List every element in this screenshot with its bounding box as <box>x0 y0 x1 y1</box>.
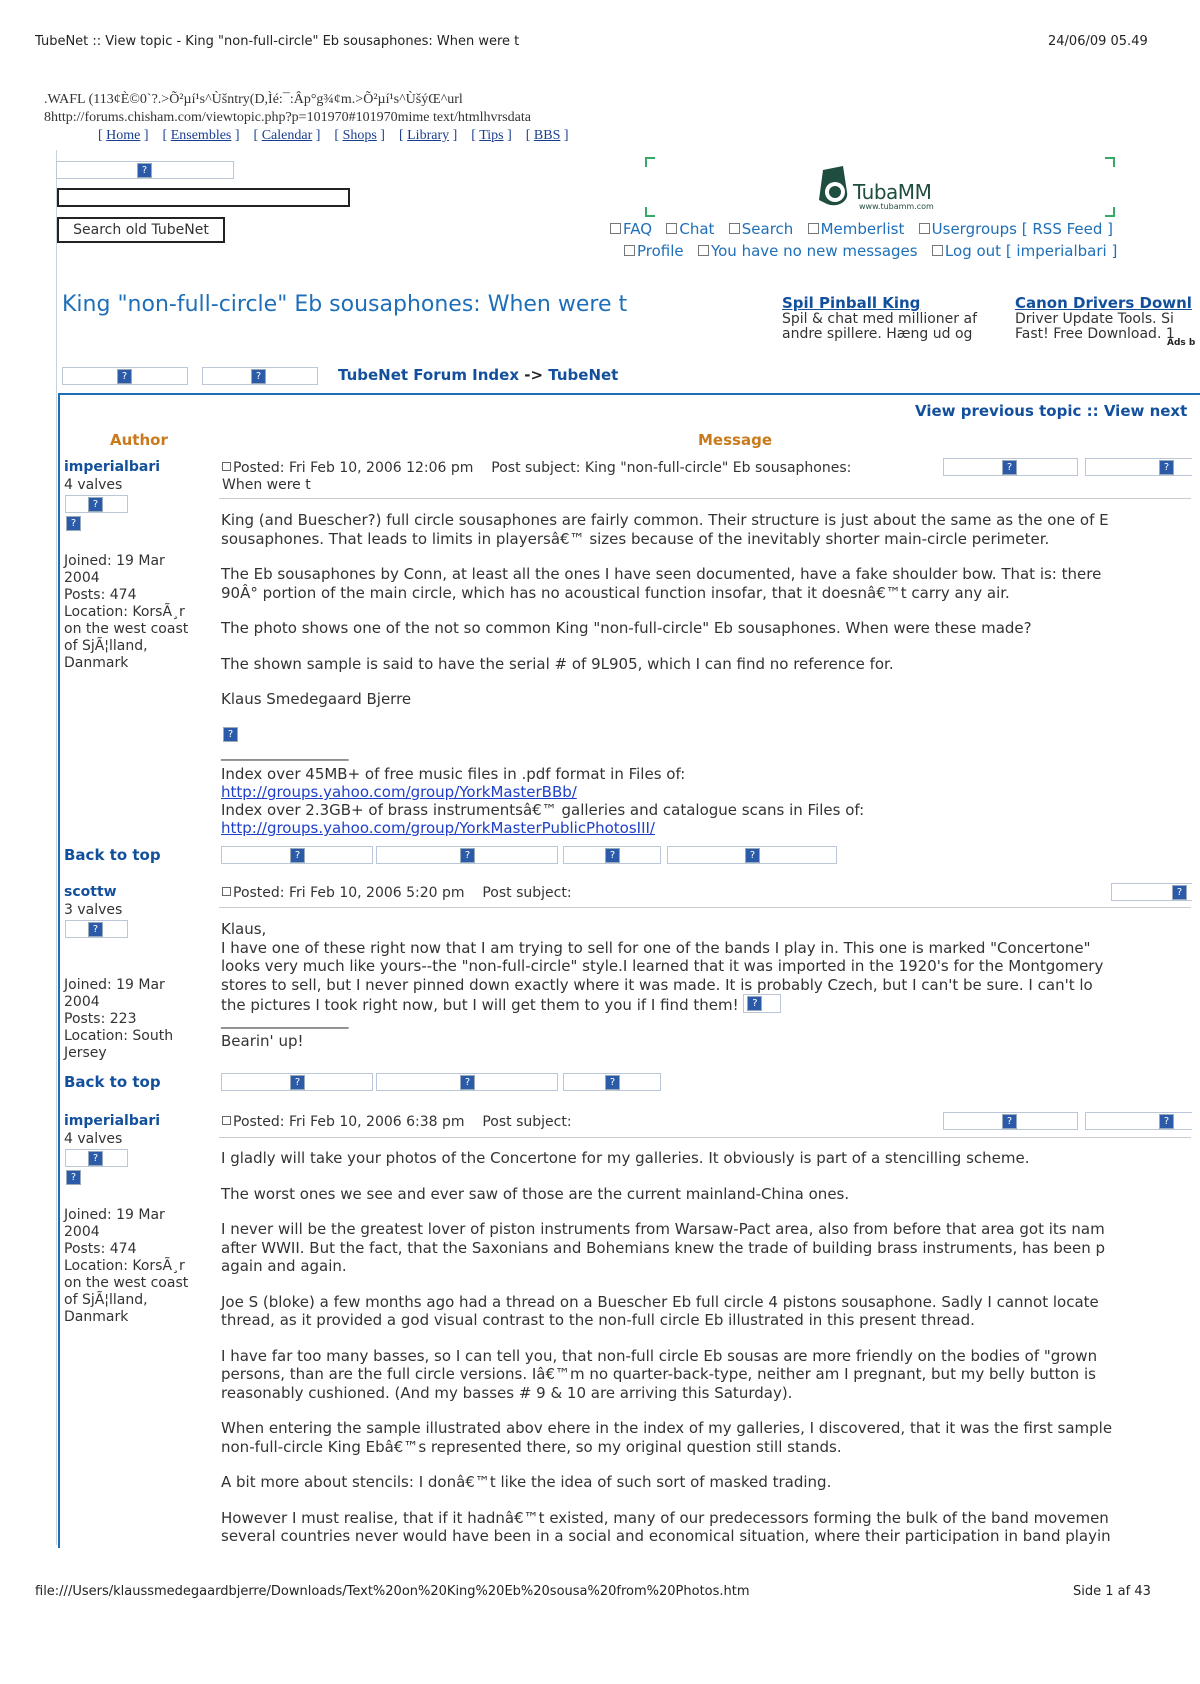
post-2-photo-placeholder[interactable] <box>743 994 781 1013</box>
search-old-button[interactable]: Search old TubeNet <box>57 217 225 243</box>
post-3-paragraph-5: I have far too many basses, so I can tell you, that non-full circle Eb sousas are more friendly on the bodies of "grown persons, than are the full circle versions. Iâ€™m no quarter-back-type, neither am I pregnant, but my belly button is reasonably cushioned. (And my basses # 9 & 10 are arriving this Saturday). <box>221 1346 1098 1402</box>
faq-link[interactable]: FAQ <box>610 220 652 238</box>
memberlist-link[interactable]: Memberlist <box>808 220 905 238</box>
post-1-header <box>222 460 851 476</box>
post-2-sig: Bearin' up! <box>221 1032 304 1050</box>
post-3-edit-icon: ? <box>1159 1114 1174 1129</box>
ad-2[interactable] <box>1015 294 1192 342</box>
post-1-paragraph-1: King (and Buescher?) full circle sousaphones are fairly common. Their structure is just about the same as the one of E sousaphones. That leads to limits in playersâ€™ sizes because of the inevitably shorter main-circle perimeter. <box>221 511 1109 548</box>
post-3-paragraph-7: A bit more about stencils: I donâ€™t like the idea of such sort of masked trading. <box>221 1473 832 1491</box>
post-3-joined: Joined: 19 Mar 2004 Posts: 474 Location: KorsÃ¸r on the west coast of SjÃ¦lland, Danmark <box>64 1207 189 1325</box>
post-1-joined: Joined: 19 Mar 2004 Posts: 474 Location: KorsÃ¸r on the west coast of SjÃ¦lland, Danmark <box>64 553 189 671</box>
breadcrumb-sep: -> <box>524 366 544 384</box>
post-3-avatar-icon: ? <box>66 1170 81 1185</box>
post-2-line-2: I have one of these right now that I am trying to sell for one of the bands I play in. This one is marked "Concertone" <box>221 938 1091 957</box>
post-1-back-to-top[interactable]: Back to top <box>64 846 161 864</box>
faq-icon <box>610 223 621 234</box>
post-1-date: Posted: Fri Feb 10, 2006 12:06 pm <box>233 460 474 476</box>
top-navigation: [ Home ] [ Ensembles ] [ Calendar ] [ Shops ] [ Library ] [ Tips ] [ BBS ] <box>98 128 569 143</box>
post-1-sig-1: Index over 45MB+ of free music files in .pdf format in Files of: <box>221 765 686 783</box>
breadcrumb <box>338 366 618 384</box>
column-message: Message <box>698 431 772 449</box>
print-datetime: 24/06/09 05.49 <box>1048 34 1148 49</box>
post-2-line-5: the pictures I took right now, but I will get them to you if I find them! ? <box>221 994 1191 1015</box>
post-2-sig-line: _________________ <box>221 1011 349 1029</box>
post-1-edit-button[interactable] <box>1085 458 1192 476</box>
post-2-rank: 3 valves <box>64 902 123 918</box>
post-2-author[interactable]: scottw <box>64 884 117 900</box>
new-topic-icon: ? <box>117 369 132 384</box>
nav-home[interactable]: Home <box>106 128 141 143</box>
chat-icon <box>666 223 677 234</box>
topic-title[interactable]: King "non-full-circle" Eb sousaphones: When were t <box>62 292 628 317</box>
post-2-line-3: looks very much like yours--the "non-full-circle" style.I learned that it was imported in the 1920's for the Montgomery <box>221 957 1104 975</box>
forum-links-row-1 <box>610 220 1113 238</box>
search-old-input[interactable] <box>57 188 350 207</box>
post-1-subject-cont: When were t <box>222 477 311 493</box>
messages-link[interactable]: You have no new messages <box>698 242 918 260</box>
broken-image-icon: ? <box>137 163 152 178</box>
post-3-rank-icon: ? <box>88 1151 103 1166</box>
topic-navigation <box>915 402 1187 420</box>
post-1-subject: Post subject: King "non-full-circle" Eb sousaphones: <box>491 460 852 476</box>
post-3-rank: 4 valves <box>64 1131 123 1147</box>
post-2-date: Posted: Fri Feb 10, 2006 5:20 pm <box>233 885 465 901</box>
post-2-post-count: Posts: 223 <box>64 1011 137 1027</box>
column-author: Author <box>110 431 168 449</box>
post-3-header <box>222 1114 572 1130</box>
view-previous-topic[interactable]: View previous topic <box>915 402 1082 420</box>
ad-1-line-2: andre spillere. Hæng ud og <box>782 326 973 342</box>
post-3-paragraph-8: However I must realise, that if it hadnâ€™t existed, many of our predecessors forming the bulk of the band movemen several countries never would have been in a social and economical situation, where their participation in band playin <box>221 1508 1111 1545</box>
post-1-www-icon: ? <box>745 848 760 863</box>
post-1-avatar-icon: ? <box>66 516 81 531</box>
post-1-edit-icon: ? <box>1159 460 1174 475</box>
post-3-subject: Post subject: <box>482 1114 572 1130</box>
post-3-divider <box>219 1137 1191 1138</box>
garbage-line-2: 8http://forums.chisham.com/viewtopic.php?p=101970#101970mime text/htmlhvrsdata <box>44 110 531 125</box>
post-3-author[interactable]: imperialbari <box>64 1113 161 1129</box>
nav-bbs[interactable]: BBS <box>533 128 561 143</box>
print-footer-page: Side 1 af 43 <box>1073 1584 1151 1599</box>
nav-tips[interactable]: Tips <box>479 128 504 143</box>
forum-links-row-2 <box>624 242 1117 260</box>
post-2-back-to-top[interactable]: Back to top <box>64 1073 161 1091</box>
post-2-rank-icon: ? <box>88 922 103 937</box>
post-1-sig-line: _________________ <box>221 743 349 761</box>
post-3-post-count: Posts: 474 <box>64 1241 137 1257</box>
post-reply-icon: ? <box>251 369 266 384</box>
post-1-paragraph-4: The shown sample is said to have the serial # of 9L905, which I can find no reference for. <box>221 654 894 673</box>
post-3-paragraph-1: I gladly will take your photos of the Concertone for my galleries. It obviously is part of a stencilling scheme. <box>221 1149 1030 1167</box>
post-2-joined: Joined: 19 Mar 2004 Posts: 223 Location: South Jersey <box>64 977 174 1061</box>
logout-icon <box>932 245 943 256</box>
post-3-paragraph-3: I never will be the greatest lover of piston instruments from Warsaw-Pact area, also from before that area got its nam after WWII. But the fact, that the Saxonians and Bohemians knew the trade of building brass instruments, has been p again and again. <box>221 1220 1106 1275</box>
post-1-paragraph-2: The Eb sousaphones by Conn, at least all the ones I have seen documented, have a fake shoulder bow. That is: there 90Â° portion of the main circle, which has no acoustical function insofar, that it doesnâ€™t carry any air. <box>221 565 1102 602</box>
post-3-body <box>221 1149 1191 1545</box>
post-3-post-icon[interactable] <box>222 1116 231 1125</box>
nav-shops[interactable]: Shops <box>342 128 377 143</box>
post-2-body <box>221 920 1191 1015</box>
view-next-topic[interactable]: View next <box>1103 402 1188 420</box>
page-frame-left <box>56 150 57 1545</box>
post-3-quote-icon: ? <box>1002 1114 1017 1129</box>
ad-1[interactable] <box>782 294 1000 342</box>
post-3-paragraph-6: When entering the sample illustrated abov ehere in the index of my galleries, I discovered, that it was the first sample non-full-circle King Ebâ€™s represented there, so my original question still stands. <box>221 1419 1113 1456</box>
garbage-line-1: .WAFL (113¢È©0`?.>Õ²µí¹s^Ùšntry(D,Ìé:¯:Âp°g¾¢m.>Õ²µí¹s^ÙšýŒ^url <box>44 92 463 107</box>
nav-calendar[interactable]: Calendar <box>261 128 313 143</box>
post-1-post-count: Posts: 474 <box>64 587 137 603</box>
post-1-rank: 4 valves <box>64 477 123 493</box>
rss-feed-link[interactable]: [ RSS Feed ] <box>1021 220 1114 238</box>
post-2-line-1: Klaus, <box>221 920 267 938</box>
post-2-line-4: stores to sell, but I never pinned down exactly where it was made. It is probably Czech, but I can't be sure. I can't lo <box>221 975 1093 994</box>
post-2-email-icon: ? <box>605 1075 620 1090</box>
post-1-body <box>221 511 1191 726</box>
post-2-photo-icon: ? <box>747 996 762 1011</box>
post-1-paragraph-3: The photo shows one of the not so common King "non-full-circle" Eb sousaphones. When were these made? <box>221 619 1032 637</box>
topic-nav-sep: :: <box>1086 402 1099 420</box>
post-2-header <box>222 885 572 901</box>
logout-link[interactable]: Log out [ imperialbari ] <box>932 242 1117 260</box>
logo-url: www.tubamm.com <box>859 202 934 211</box>
logo-name: TubaMM <box>853 180 932 204</box>
post-3-paragraph-2: The worst ones we see and ever saw of those are the current mainland-China ones. <box>221 1184 850 1203</box>
search-icon <box>729 223 740 234</box>
profile-icon <box>624 245 635 256</box>
ad-2-line-1: Driver Update Tools. Si <box>1015 311 1174 327</box>
post-1-divider <box>219 498 1191 499</box>
ad-2-title[interactable]: Canon Drivers Downl <box>1015 294 1192 312</box>
post-3-paragraph-4: Joe S (bloke) a few months ago had a thread on a Buescher Eb full circle 4 pistons sousaphone. Sadly I cannot locate thread, as it provided a god visual contrast to the non-full circle Eb illustrated in this present thread. <box>221 1292 1099 1329</box>
search-link[interactable]: Search <box>729 220 794 238</box>
ads-by-label: Ads b <box>1167 338 1196 348</box>
post-3-edit-button[interactable] <box>1085 1112 1192 1130</box>
post-2-subject: Post subject: <box>482 885 572 901</box>
post-1-profile-icon: ? <box>290 848 305 863</box>
post-1-rank-icon: ? <box>88 497 103 512</box>
tubamm-logo[interactable] <box>815 162 945 212</box>
ad-2-line-2: Fast! Free Download. 1 <box>1015 326 1175 342</box>
usergroups-link[interactable]: Usergroups <box>919 220 1017 238</box>
nav-ensembles[interactable]: Ensembles <box>170 128 232 143</box>
post-3-date: Posted: Fri Feb 10, 2006 6:38 pm <box>233 1114 465 1130</box>
post-2-pm-icon: ? <box>460 1075 475 1090</box>
post-1-post-icon[interactable] <box>222 462 231 471</box>
nav-library[interactable]: Library <box>407 128 450 143</box>
breadcrumb-forum[interactable]: TubeNet <box>548 366 619 384</box>
post-1-pm-icon: ? <box>460 848 475 863</box>
chat-link[interactable]: Chat <box>666 220 714 238</box>
print-footer-path: file:///Users/klaussmedegaardbjerre/Downloads/Text%20on%20King%20Eb%20sousa%20from%20Photos.htm <box>35 1584 750 1599</box>
post-1-sig-2: Index over 2.3GB+ of brass instrumentsâ€™ galleries and catalogue scans in Files of: <box>221 801 865 819</box>
post-2-profile-icon: ? <box>290 1075 305 1090</box>
post-2-divider <box>219 907 1191 908</box>
post-1-sig-2-link[interactable]: http://groups.yahoo.com/group/YorkMasterPublicPhotosIII/ <box>221 819 655 837</box>
post-2-post-icon[interactable] <box>222 887 231 896</box>
breadcrumb-index[interactable]: TubeNet Forum Index <box>338 366 520 384</box>
post-1-photo-icon[interactable]: ? <box>223 727 238 742</box>
post-1-author[interactable]: imperialbari <box>64 459 161 475</box>
memberlist-icon <box>808 223 819 234</box>
usergroups-icon <box>919 223 930 234</box>
messages-icon <box>698 245 709 256</box>
post-2-quote-icon: ? <box>1172 885 1187 900</box>
post-1-paragraph-5: Klaus Smedegaard Bjerre <box>221 690 412 708</box>
post-1-quote-icon: ? <box>1002 460 1017 475</box>
ad-1-line-1: Spil & chat med millioner af <box>782 311 978 327</box>
ad-1-title[interactable]: Spil Pinball King <box>782 294 921 312</box>
profile-link[interactable]: Profile <box>624 242 684 260</box>
post-1-sig-1-link[interactable]: http://groups.yahoo.com/group/YorkMasterBBb/ <box>221 783 577 801</box>
print-title: TubeNet :: View topic - King "non-full-circle" Eb sousaphones: When were t <box>35 34 520 49</box>
post-1-email-icon: ? <box>605 848 620 863</box>
